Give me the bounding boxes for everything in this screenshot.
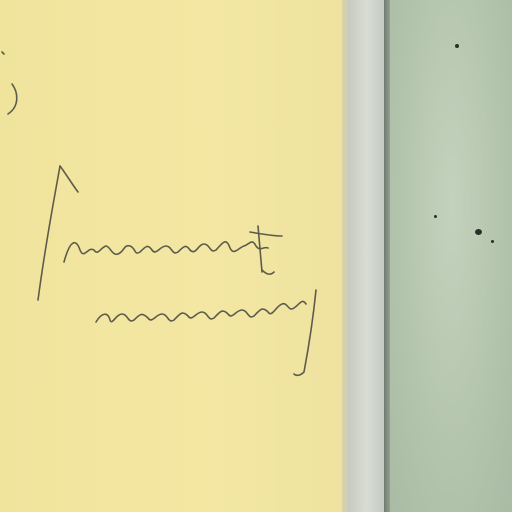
handwritten-word-1	[64, 242, 268, 262]
pencil-hook-mark	[8, 84, 17, 114]
bracket-stroke	[38, 166, 60, 300]
pencil-dot-mark	[2, 52, 4, 54]
handwritten-word-2	[96, 301, 306, 322]
